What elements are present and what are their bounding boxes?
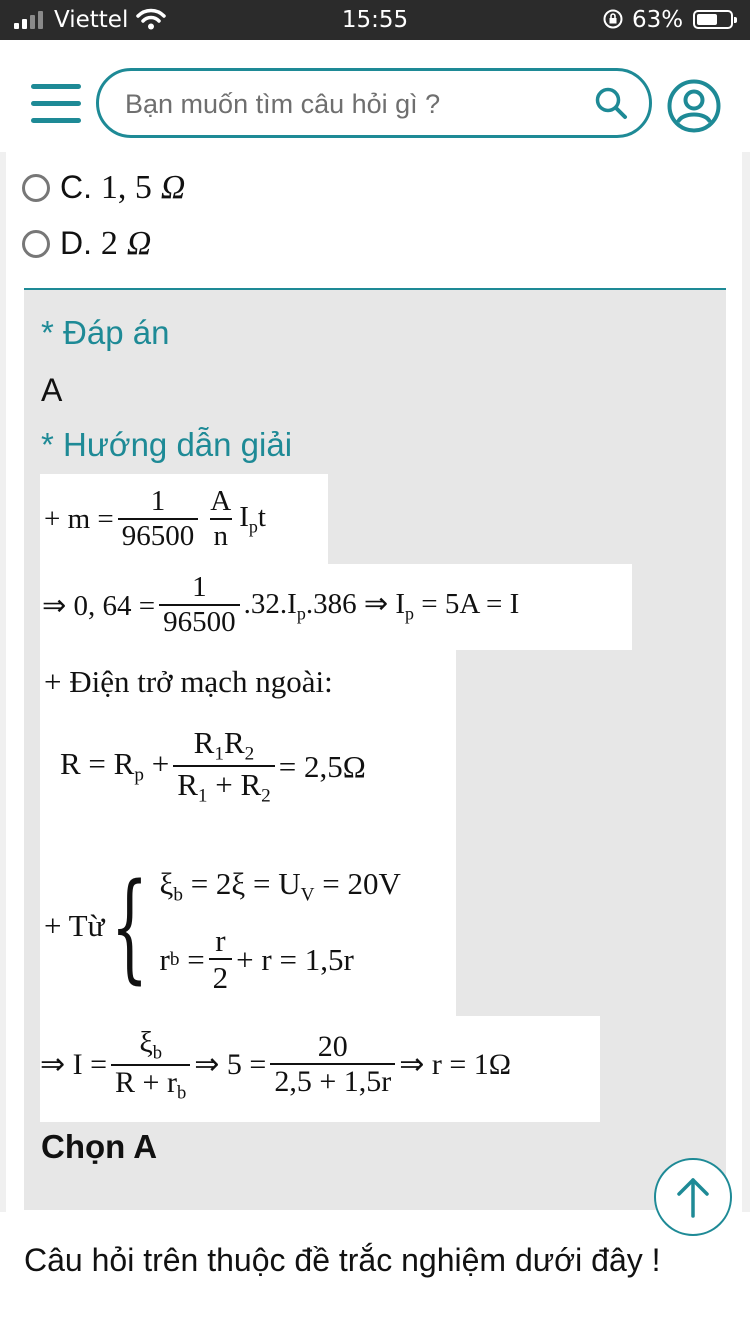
brace: { — [111, 856, 149, 995]
formula-text: .386 ⇒ I — [305, 588, 406, 621]
choose-answer: Chọn A — [41, 1128, 158, 1165]
fraction-denominator: n — [210, 518, 233, 553]
scroll-gutter — [742, 152, 750, 1212]
formula-text: ⇒ 0, 64 = — [42, 590, 156, 623]
subscript: 2 — [244, 743, 255, 765]
radio-button[interactable] — [22, 230, 50, 258]
formula-text: R + r — [115, 1065, 177, 1099]
solution-line-5 — [44, 856, 401, 995]
formula-text: I — [239, 501, 249, 534]
formula-text: r — [159, 941, 170, 977]
status-bar — [0, 0, 750, 40]
formula-text: + R — [207, 766, 262, 802]
fraction-denominator: 96500 — [159, 604, 240, 639]
option-c[interactable] — [22, 164, 185, 212]
formula-text: ⇒ 5 = — [194, 1048, 267, 1082]
fraction-numerator: 20 — [317, 1030, 348, 1064]
option-unit: Ω — [126, 225, 152, 262]
formula-text: ξ — [139, 1026, 153, 1059]
subscript: p — [405, 603, 415, 624]
footer-text: Câu hỏi trên thuộc đề trắc nghiệm dưới đây ! — [24, 1242, 661, 1278]
option-d[interactable] — [22, 220, 151, 268]
formula-text: = 5A = I — [421, 588, 520, 621]
subscript: b — [173, 884, 183, 906]
formula-text: + r = 1,5r — [236, 941, 354, 977]
option-unit: Ω — [160, 169, 186, 206]
formula-text: .32.I — [243, 588, 297, 621]
fraction-numerator: 1 — [150, 485, 166, 517]
fraction-denominator: 2 — [209, 958, 233, 996]
clock: 15:55 — [341, 7, 409, 33]
formula-text: ⇒ r = 1Ω — [399, 1048, 512, 1082]
answer-value: A — [41, 372, 63, 408]
scroll-gutter — [0, 152, 6, 1212]
formula-text: = — [187, 941, 205, 977]
formula-text: t — [257, 501, 266, 534]
formula-text: R — [193, 725, 215, 760]
fraction-numerator: 1 — [192, 571, 207, 603]
formula-text: ⇒ I = — [40, 1048, 108, 1082]
subscript: 2 — [261, 785, 271, 807]
solution-line-1 — [40, 474, 328, 566]
subscript: p — [248, 516, 258, 537]
guide-title: * Hướng dẫn giải — [41, 426, 293, 463]
fraction-denominator: 96500 — [118, 518, 199, 553]
arrow-up-icon — [656, 1160, 730, 1234]
formula-text: = 2,5Ω — [278, 748, 366, 784]
subscript: b — [152, 1042, 162, 1064]
option-label: D. — [60, 225, 92, 261]
subscript: 1 — [197, 785, 208, 807]
formula-text: + m = — [44, 503, 114, 536]
option-label: C. — [60, 169, 92, 205]
solution-line-4 — [60, 726, 366, 808]
radio-button[interactable] — [22, 174, 50, 202]
formula-text: R = R — [60, 746, 135, 782]
solution-block — [40, 650, 456, 1016]
user-icon[interactable] — [666, 78, 722, 134]
search-input[interactable] — [123, 81, 567, 127]
formula-text: R — [223, 725, 245, 760]
battery-icon — [693, 10, 733, 29]
subscript: p — [296, 603, 306, 624]
lock-rotation-icon — [602, 8, 624, 30]
subscript: p — [134, 765, 144, 787]
subscript: V — [300, 884, 315, 906]
menu-icon[interactable] — [31, 84, 81, 124]
formula-text: = 2ξ = U — [190, 866, 301, 901]
subscript: b — [176, 1082, 187, 1104]
top-bar — [0, 40, 750, 152]
solution-line-3: + Điện trở mạch ngoài: — [44, 664, 333, 699]
formula-text: + Từ — [44, 907, 105, 943]
fraction-numerator: A — [210, 485, 232, 517]
formula-text: ξ — [159, 866, 174, 901]
carrier-name: Viettel — [54, 7, 129, 33]
formula-text: + — [151, 746, 170, 782]
subscript: 1 — [214, 743, 224, 765]
option-value: 2 — [100, 225, 118, 262]
back-to-top-button[interactable] — [654, 1158, 732, 1236]
solution-line-6 — [40, 1016, 600, 1122]
option-value: 1, 5 — [100, 169, 152, 206]
fraction-denominator: 2,5 + 1,5r — [270, 1063, 395, 1100]
fraction-numerator: r — [215, 922, 226, 958]
search-icon[interactable] — [593, 85, 629, 121]
battery-percent: 63% — [632, 7, 684, 33]
subscript: b — [169, 948, 180, 970]
answer-title: * Đáp án — [41, 314, 170, 351]
formula-text: R — [177, 766, 198, 802]
search-bar[interactable] — [96, 68, 652, 138]
solution-line-2 — [40, 564, 632, 650]
formula-text: = 20V — [322, 866, 401, 901]
